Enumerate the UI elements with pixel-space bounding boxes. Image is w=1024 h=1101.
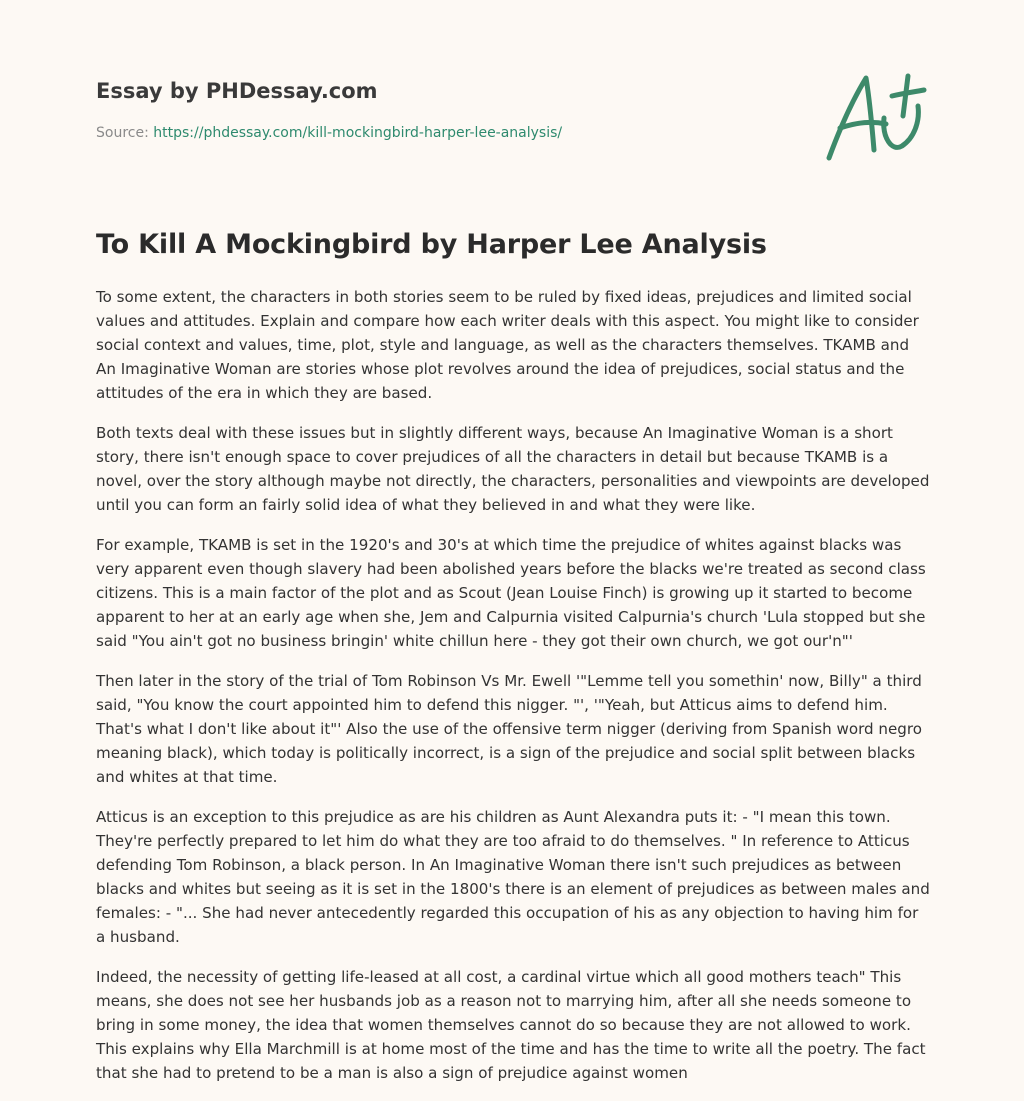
a-plus-logo-icon	[822, 66, 928, 164]
essay-title: To Kill A Mockingbird by Harper Lee Analysis	[96, 229, 767, 260]
essay-header	[96, 78, 796, 142]
essay-paragraph: Atticus is an exception to this prejudice as are his children as Aunt Alexandra puts it: - "I mean this town. They're perfectly prepared to let him do what they are too afraid to do themselves. " In reference to Atticus defending Tom Robinson, a black person. In An Imaginative Woman there isn't such prejudices as between blacks and whites but seeing as it is set in the 1800's there is an element of prejudices as between males and females: - "... She had never antecedently regarded this occupation of his as any objection to having him for a husband.	[96, 808, 930, 946]
source-label: Source:	[96, 125, 154, 141]
essay-paragraph: For example, TKAMB is set in the 1920's and 30's at which time the prejudice of whites against blacks was very apparent even though slavery had been abolished years before the blacks we're treated as second class citizens. This is a main factor of the plot and as Scout (Jean Louise Finch) is growing up it started to become apparent to her at an early age when she, Jem and Calpurnia visited Calpurnia's church 'Lula stopped but she said "You ain't got no business bringin' white chillun here - they got their own church, we got our'n"'	[96, 536, 926, 650]
essay-paragraph: Indeed, the necessity of getting life-leased at all cost, a cardinal virtue which all good mothers teach" This means, she does not see her husbands job as a reason not to marrying him, after all she needs someone to bring in some money, the idea that women themselves cannot do so because they are not allowed to work. This explains why Ella Marchmill is at home most of the time and has the time to write all the poetry. The fact that she had to pretend to be a man is also a sign of prejudice against women	[96, 968, 926, 1082]
site-brand: Essay by PHDessay.com	[96, 79, 378, 103]
essay-paragraph: Both texts deal with these issues but in slightly different ways, because An Imaginative Woman is a short story, there isn't enough space to cover prejudices of all the characters in detail but because TKAMB is a novel, over the story although maybe not directly, the characters, personalities and viewpoints are developed until you can form an fairly solid idea of what they believed in and what they were like.	[96, 424, 930, 514]
essay-paragraph: Then later in the story of the trial of Tom Robinson Vs Mr. Ewell '"Lemme tell you somethin' now, Billy" a third said, "You know the court appointed him to defend this nigger. "', '"Yeah, but Atticus aims to defend him. That's what I don't like about it"' Also the use of the offensive term nigger (deriving from Spanish word negro meaning black), which today is politically incorrect, is a sign of the prejudice and social split between blacks and whites at that time.	[96, 672, 922, 786]
source-line	[96, 124, 796, 142]
essay-paragraph: To some extent, the characters in both stories seem to be ruled by fixed ideas, prejudices and limited social values and attitudes. Explain and compare how each writer deals with this aspect. You might like to consider social context and values, time, plot, style and language, as well as the characters themselves. TKAMB and An Imaginative Woman are stories whose plot revolves around the idea of prejudices, social status and the attitudes of the era in which they are based.	[96, 288, 919, 402]
source-link[interactable]: https://phdessay.com/kill-mockingbird-harper-lee-analysis/	[153, 125, 563, 141]
essay-body	[96, 285, 930, 1101]
